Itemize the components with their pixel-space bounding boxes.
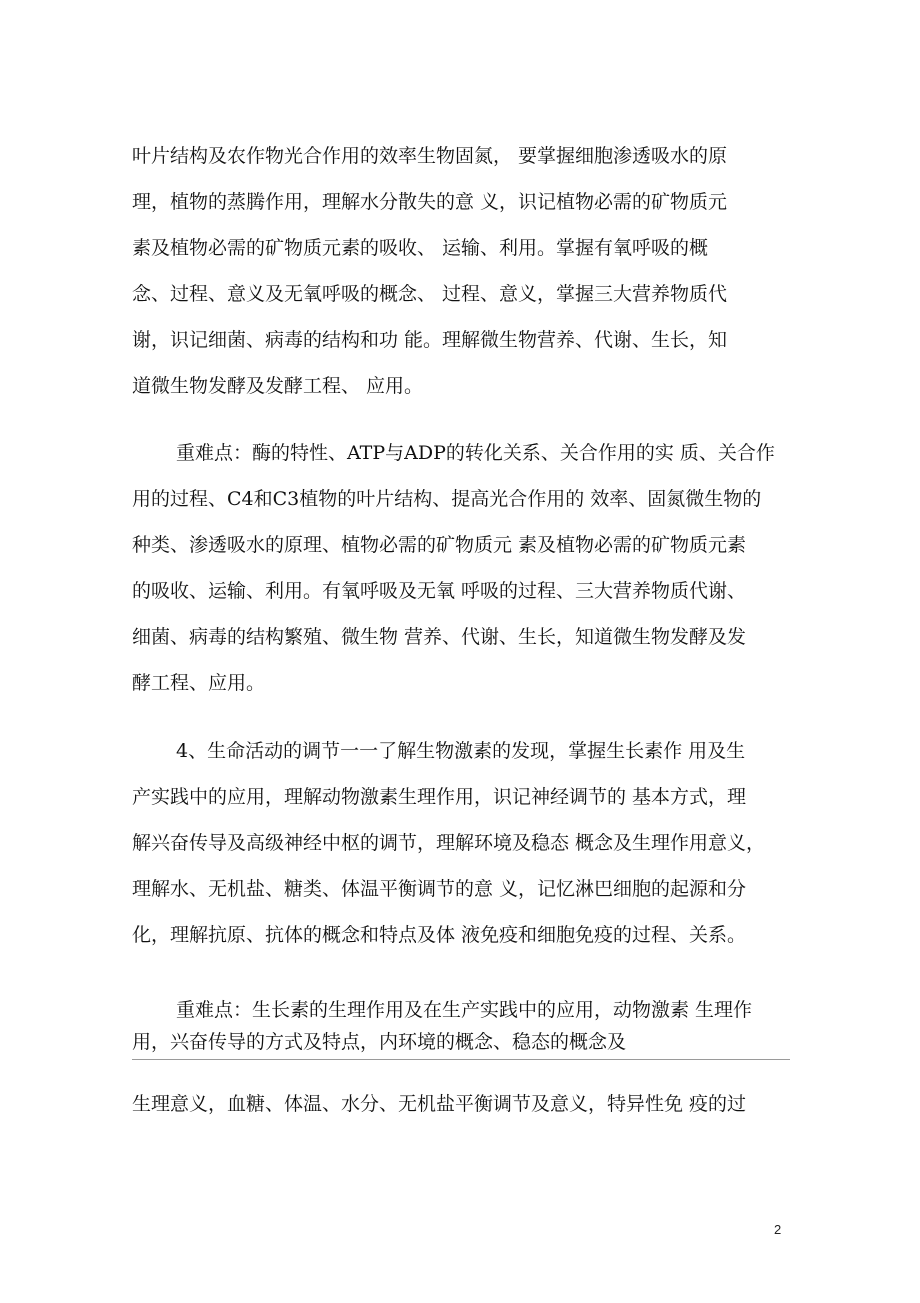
text-line: 道微生物发酵及发酵工程、 应用。 [132,375,424,397]
text-line: 生理意义，血糖、体温、水分、无机盐平衡调节及意义，特异性免 疫的过 [132,1093,747,1115]
text-line: 用，兴奋传导的方式及特点，内环境的概念、稳态的概念及 [132,1031,627,1053]
text-line: 产实践中的应用，理解动物激素生理作用，识记神经调节的 基本方式，理 [132,786,747,808]
text-line: 4、生命活动的调节一一了解生物激素的发现，掌握生长素作 用及生 [176,740,746,762]
text-line: 解兴奋传导及高级神经中枢的调节，理解环境及稳态 概念及生理作用意义， [132,832,766,854]
text-line: 的吸收、运输、利用。有氧呼吸及无氧 呼吸的过程、三大营养物质代谢、 [132,580,747,602]
text-line: 念、过程、意义及无氧呼吸的概念、 过程、意义，掌握三大营养物质代 [132,283,728,305]
text-line: 酵工程、应用。 [132,672,266,694]
horizontal-divider [132,1059,790,1060]
page-number: 2 [774,1222,782,1237]
text-line: 种类、渗透吸水的原理、植物必需的矿物质元 素及植物必需的矿物质元素 [132,534,747,556]
text-line: 谢，识记细菌、病毒的结构和功 能。理解微生物营养、代谢、生长，知 [132,329,728,351]
text-line: 叶片结构及农作物光合作用的效率生物固氮， 要掌握细胞渗透吸水的原 [132,145,728,167]
text-line: 重难点：生长素的生理作用及在生产实践中的应用，动物激素 生理作 [176,999,753,1021]
text-line: 细菌、病毒的结构繁殖、微生物 营养、代谢、生长，知道微生物发酵及发 [132,626,747,648]
text-line: 理，植物的蒸腾作用，理解水分散失的意 义，识记植物必需的矿物质元 [132,191,728,213]
text-line: 用的过程、C4和C3植物的叶片结构、提高光合作用的 效率、固氮微生物的 [132,488,762,510]
text-line: 重难点：酶的特性、ATP与ADP的转化关系、关合作用的实 质、关合作 [176,442,775,464]
text-line: 化，理解抗原、抗体的概念和特点及体 液免疫和细胞免疫的过程、关系。 [132,924,747,946]
text-line: 素及植物必需的矿物质元素的吸收、 运输、利用。掌握有氧呼吸的概 [132,237,709,259]
text-line: 理解水、无机盐、糖类、体温平衡调节的意 义，记忆淋巴细胞的起源和分 [132,878,747,900]
